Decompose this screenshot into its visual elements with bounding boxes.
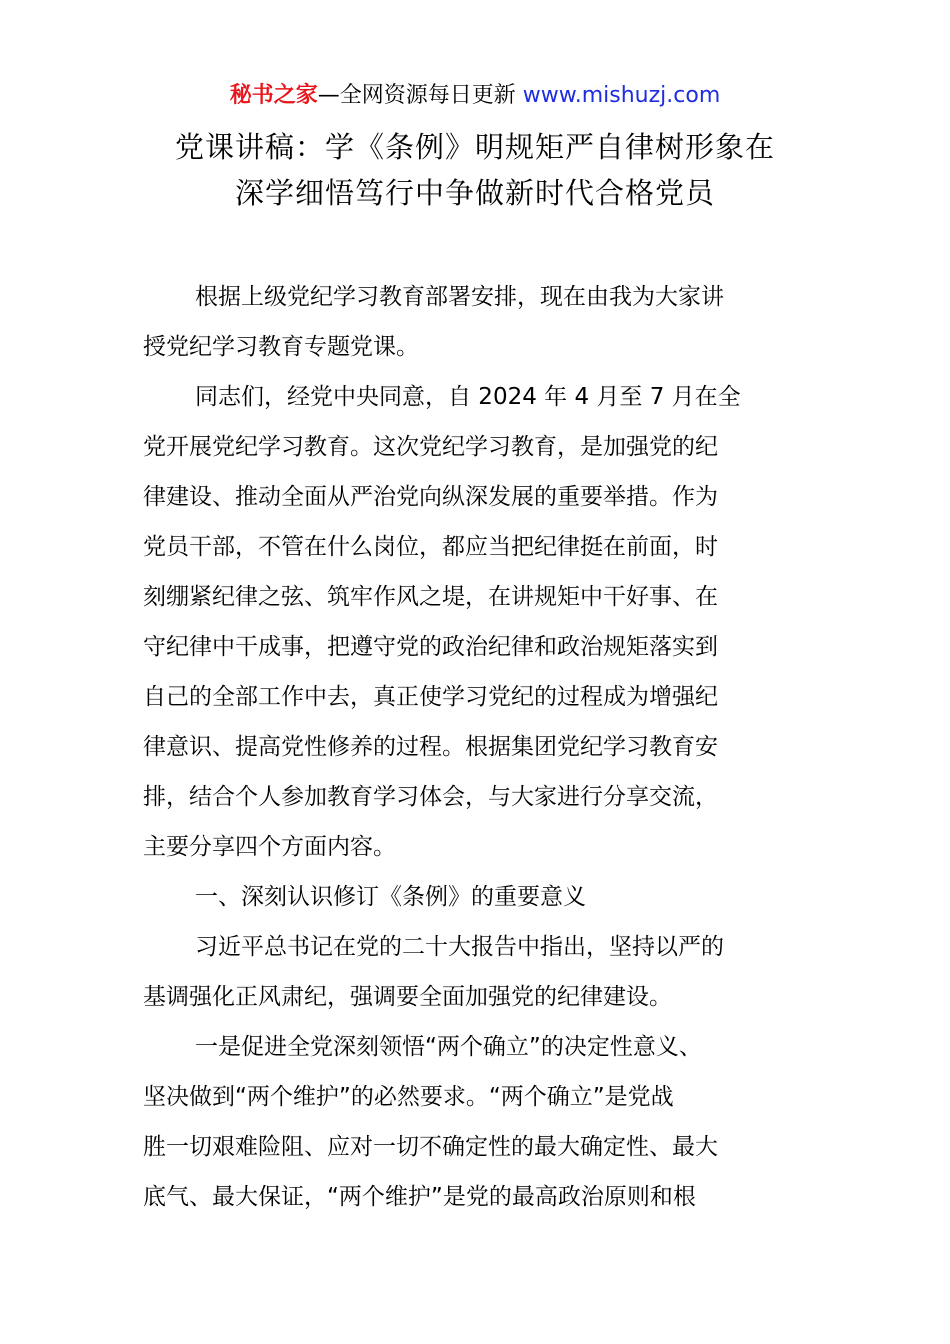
- document-body: [143, 272, 807, 1222]
- body-line: 底气、最大保证，“两个维护”是党的最高政治原则和根: [143, 1184, 696, 1210]
- title-line-1: 党课讲稿：学《条例》明规矩严自律树形象在: [174, 130, 775, 164]
- body-line: 一是促进全党深刻领悟“两个确立”的决定性意义、: [195, 1034, 702, 1060]
- body-line: 排，结合个人参加教育学习体会，与大家进行分享交流，: [143, 784, 718, 810]
- body-line: 自己的全部工作中去，真正使学习党纪的过程成为增强纪: [143, 684, 718, 710]
- body-line: 主要分享四个方面内容。: [143, 834, 396, 860]
- body-line: 党员干部，不管在什么岗位，都应当把纪律挺在前面，时: [143, 534, 718, 560]
- body-line: 授党纪学习教育专题党课。: [143, 334, 419, 360]
- body-line: 坚决做到“两个维护”的必然要求。“两个确立”是党战: [143, 1084, 674, 1110]
- body-line: 习近平总书记在党的二十大报告中指出，坚持以严的: [195, 934, 724, 960]
- body-line: 党开展党纪学习教育。这次党纪学习教育，是加强党的纪: [143, 434, 718, 460]
- body-line: 胜一切艰难险阻、应对一切不确定性的最大确定性、最大: [143, 1134, 718, 1160]
- title-line-2: 深学细悟笃行中争做新时代合格党员: [234, 176, 715, 210]
- body-line: 根据上级党纪学习教育部署安排，现在由我为大家讲: [195, 284, 724, 310]
- site-url-link[interactable]: www.mishuzj.com: [522, 83, 721, 108]
- body-line: 基调强化正风肃纪，强调要全面加强党的纪律建设。: [143, 984, 672, 1010]
- body-line: 同志们，经党中央同意，自 2024 年 4 月至 7 月在全: [195, 384, 741, 410]
- body-line: 律意识、提高党性修养的过程。根据集团党纪学习教育安: [143, 734, 718, 760]
- site-header: [0, 80, 950, 112]
- body-line: 刻绷紧纪律之弦、筑牢作风之堤，在讲规矩中干好事、在: [143, 584, 718, 610]
- brand-name: 秘书之家: [229, 83, 318, 108]
- document-title: [100, 124, 850, 216]
- body-line: 守纪律中干成事，把遵守党的政治纪律和政治规矩落实到: [143, 634, 718, 660]
- section-heading: 一、深刻认识修订《条例》的重要意义: [195, 884, 586, 910]
- header-tagline: —全网资源每日更新: [317, 83, 523, 108]
- body-line: 律建设、推动全面从严治党向纵深发展的重要举措。作为: [143, 484, 718, 510]
